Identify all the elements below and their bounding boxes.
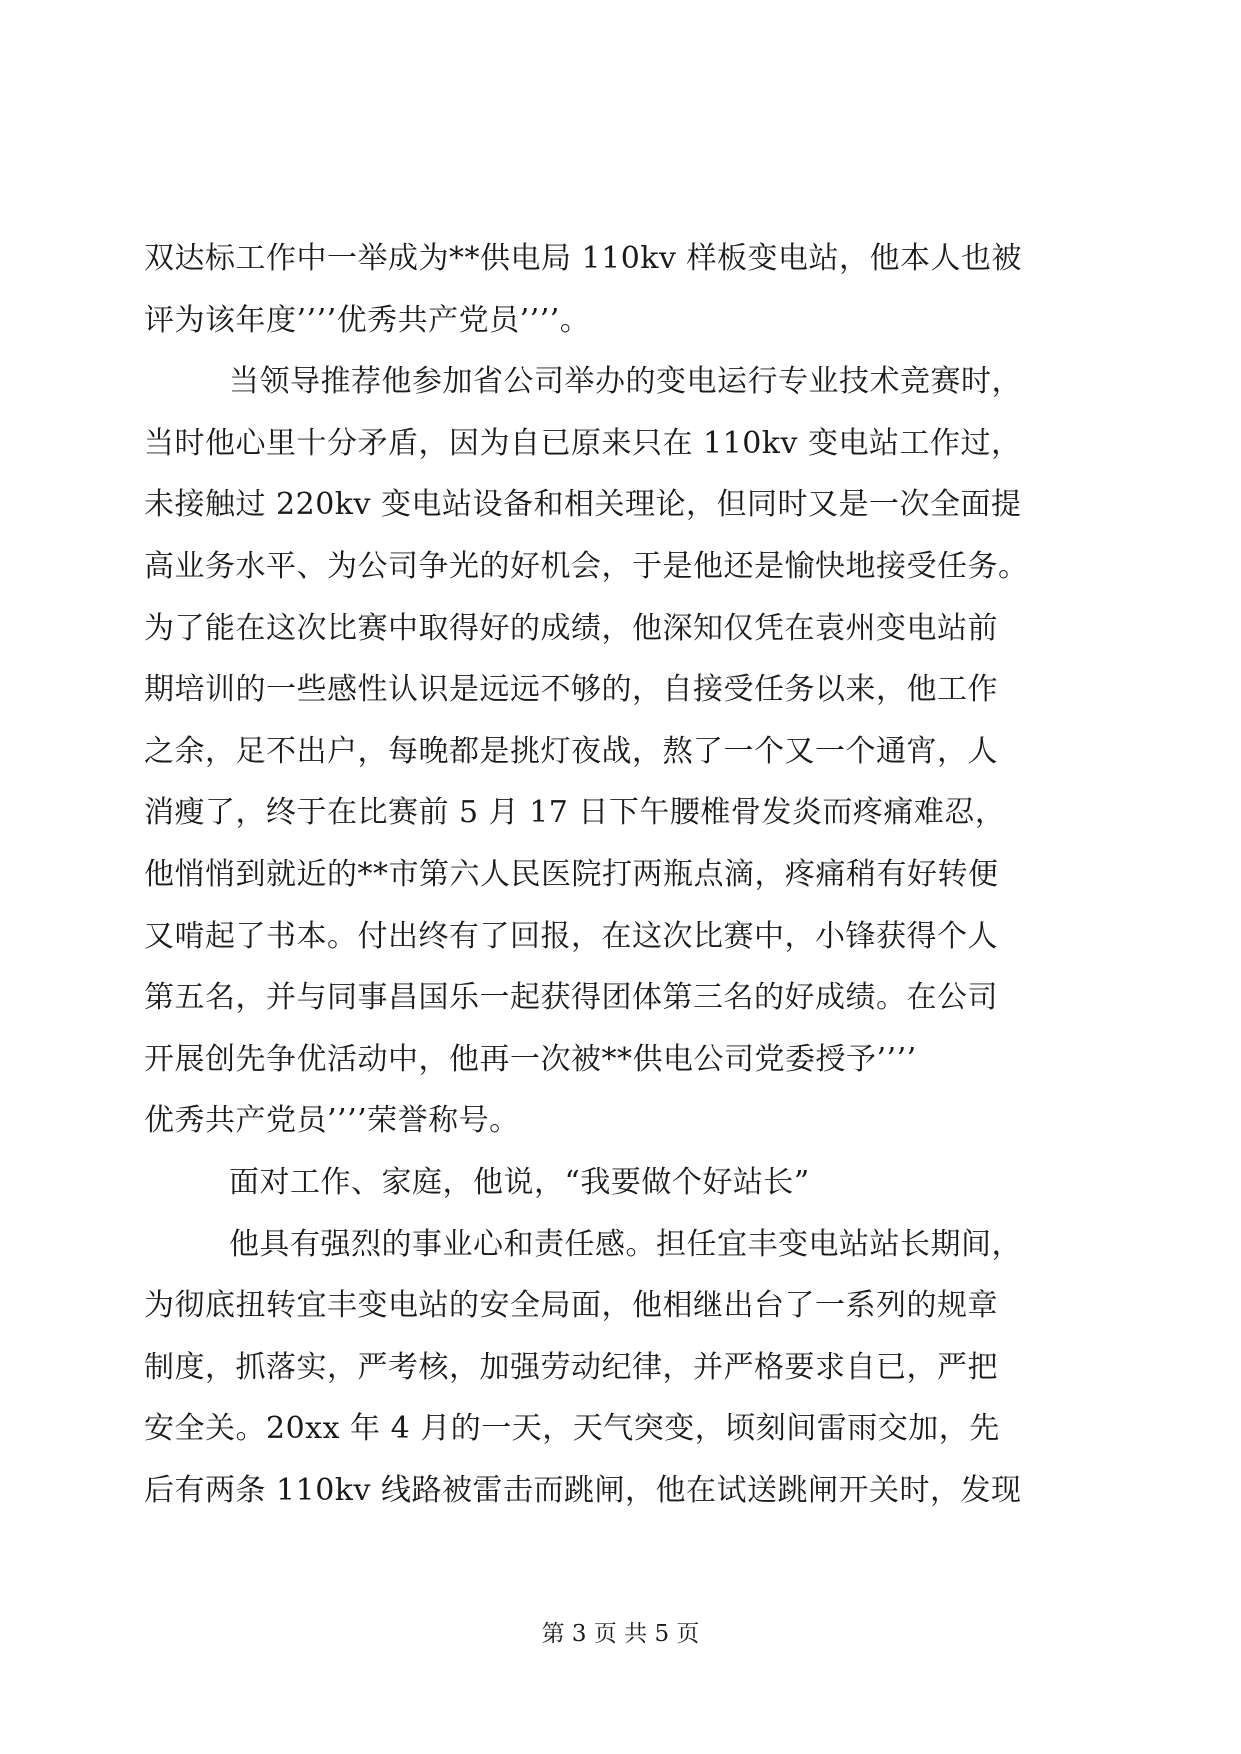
text-line: 消瘦了，终于在比赛前 5 月 17 日下午腰椎骨发炎而疼痛难忍， xyxy=(144,795,1006,831)
text-line: 第五名，并与同事昌国乐一起获得团体第三名的好成绩。在公司 xyxy=(144,980,998,1016)
text-line: 评为该年度’’’’优秀共产党员’’’’。 xyxy=(144,302,591,338)
text-line: 之余，足不出户，每晚都是挑灯夜战，熬了一个又一个通宵，人 xyxy=(144,733,998,769)
text-line: 他悄悄到就近的**市第六人民医院打两瓶点滴，疼痛稍有好转便 xyxy=(144,856,999,892)
text-line: 高业务水平、为公司争光的好机会，于是他还是愉快地接受任务。 xyxy=(144,548,1029,584)
text-line: 开展创先争优活动中，他再一次被**供电公司党委授予’’’’ xyxy=(144,1041,917,1077)
page-number-footer: 第 3 页 共 5 页 xyxy=(541,1621,700,1647)
text-line: 他具有强烈的事业心和责任感。担任宜丰变电站站长期间， xyxy=(229,1226,1022,1262)
text-line: 安全关。20xx 年 4 月的一天，天气突变，顷刻间雷雨交加，先 xyxy=(144,1411,1000,1447)
text-line: 当领导推荐他参加省公司举办的变电运行专业技术竞赛时， xyxy=(229,364,1022,400)
text-line: 未接触过 220kv 变电站设备和相关理论，但同时又是一次全面提 xyxy=(144,487,1022,523)
text-line: 又啃起了书本。付出终有了回报，在这次比赛中，小锋获得个人 xyxy=(144,918,998,954)
text-line: 后有两条 110kv 线路被雷击而跳闸，他在试送跳闸开关时，发现 xyxy=(144,1472,1022,1508)
text-line: 为了能在这次比赛中取得好的成绩，他深知仅凭在袁州变电站前 xyxy=(144,610,998,646)
text-line: 为彻底扭转宜丰变电站的安全局面，他相继出台了一系列的规章 xyxy=(144,1288,998,1324)
section-heading: 面对工作、家庭，他说，“我要做个好站长” xyxy=(229,1164,810,1200)
text-line: 当时他心里十分矛盾，因为自已原来只在 110kv 变电站工作过， xyxy=(144,425,1022,461)
text-line: 优秀共产党员’’’’荣誉称号。 xyxy=(144,1103,520,1139)
text-line: 制度，抓落实，严考核，加强劳动纪律，并严格要求自已，严把 xyxy=(144,1349,998,1385)
text-line: 双达标工作中一举成为**供电局 110kv 样板变电站，他本人也被 xyxy=(144,241,1022,276)
text-line: 期培训的一些感性认识是远远不够的，自接受任务以来，他工作 xyxy=(144,672,998,708)
document-body xyxy=(144,228,1104,1521)
